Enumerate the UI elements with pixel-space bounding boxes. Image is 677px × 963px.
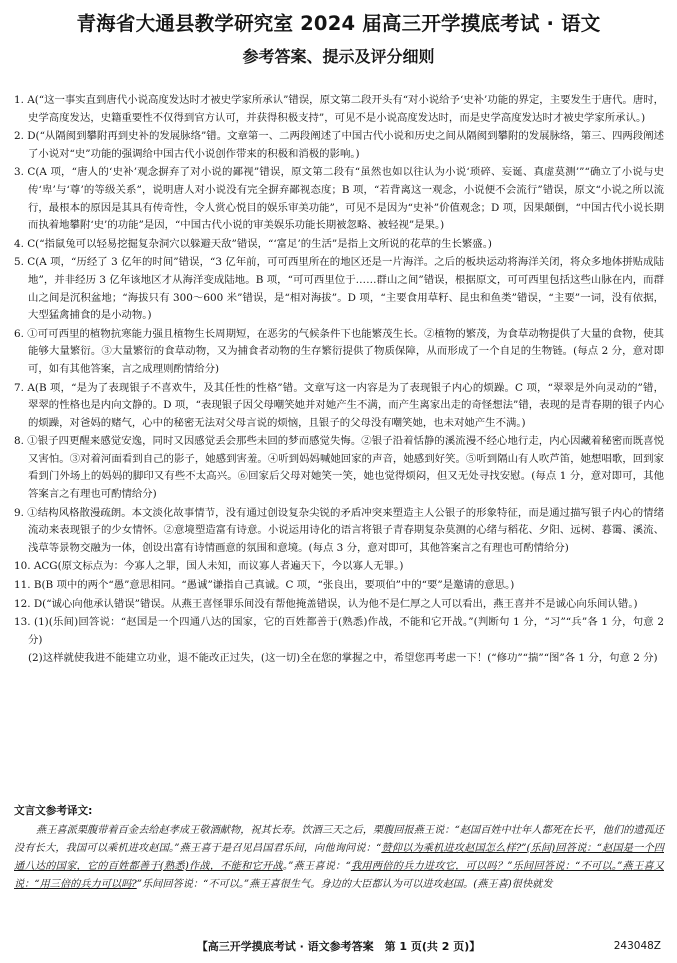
answer-item-11: 11. B(B 项中的两个“愚”意思相同。“愚诚”谦指自己真诚。C 项，“张良出，要项伯”中的“要”是邀请的意思。) bbox=[14, 579, 515, 592]
answer-item-9: 9. ①结构风格散漫疏朗。本文淡化故事情节，没有通过创设复杂尖锐的矛盾冲突来塑造主人公银子的形象特征，而是通过描写银子内心的情绪流动来表现银子的少女情怀。②意境塑造富有诗意。小说运用诗化的语言将银子青春期复杂莫测的心绪与稻花、夕阳、远树、暮霭、溪流、浅草等景物交融为一体，创设出富有诗情画意的氛围和意境。(每点 3 分，意对即可，其他答案言之有理也可酌情给分) bbox=[14, 506, 664, 554]
document-code: 243048Z bbox=[613, 940, 661, 952]
answer-item-2: 2. D(“从隔阂到攀附再到史补的发展脉络”错。文章第一、二两段阐述了中国古代小说和历史之间从隔阂到攀附的发展脉络，第三、四两段阐述了小说对“史”功能的强调给中国古代小说创作带来的积极和消极的影响。) bbox=[14, 130, 664, 160]
translation-heading: 文言文参考译文: bbox=[14, 805, 93, 817]
page-subtitle: 参考答案、提示及评分细则 bbox=[242, 47, 435, 66]
translation-body bbox=[14, 822, 664, 894]
answer-item-8: 8. ①银子四更醒来感觉安逸，同时又因感觉丢会那些未回的梦而感觉失悔。②银子沿着恬静的溪流漫不经心地行走，内心因藏着秘密而既喜悦又害怕。③对着河面看到自己的影子，她感到害羞。④听到妈妈喊她回家的声音，她感到好笑。⑤听到隔山有人吹芦笛，她想唱歌，回到家看到门外场上的妈妈的脚印又有些不太高兴。⑥回家后父母对她笑一笑，她也觉得烦闷，但又无处寻找安慰。(每点 1 分，意对即可，其他答案言之有理也可酌情给分) bbox=[14, 435, 664, 501]
page-title: 青海省大通县教学研究室 2024 届高三开学摸底考试 · 语文 bbox=[76, 12, 601, 35]
answer-item-5: 5. C(A 项，“历经了 3 亿年的时间”错误，“3 亿年前，可可西里所在的地区还是一片海洋。之后的板块运动将海洋关闭，将众多地体拼贴成陆地”，并非经历 3 亿年该地区才从海洋变成陆地。B 项，“可可西里位于……群山之间”错误，根据原文，可可西里包括这些山脉在内，而群山之间是沉积盆地；“海拔只有 300～600 米”错误，是“相对海拔”。D 项，“主要食用草籽、昆虫和鱼类”错误，“主要”一词，没有依据，大型猛禽捕食的是小动物。) bbox=[14, 256, 664, 322]
translation-underlined-1: 赞仰以为乘机进攻赵国怎么样?”(乐间)回答说：“赵国是一个四通八达的国家，它的百姓都善于(熟悉)作战，不能和它开战 bbox=[14, 843, 664, 872]
answer-item-6: 6. ①可可西里的植物抗寒能力强且植物生长周期短，在恶劣的气候条件下也能繁茂生长。②植物的繁茂，为食草动物提供了大量的食物，使其能够大量繁衍。③大量繁衍的食草动物，又为捕食者动物的生存繁衍提供了物质保障，从而形成了一个自足的生物链。(每点 2 分，意对即可，如有其他答案，言之成理则酌情给分) bbox=[14, 327, 664, 375]
answer-item-4: 4. C(“指鼠兔可以轻易挖掘复杂洞穴以躲避天敌”错误，“‘富足’的生活”是指上文所说的花草的生长繁盛。) bbox=[14, 237, 492, 250]
answer-item-3: 3. C(A 项，“唐人的‘史补’观念摒弃了对小说的鄙视”错误，原文第二段有“虽然也如以往认为小说‘琐碎、妄诞、真虚莫测’”“确立了小说与史传‘卑’与‘尊’的等级关系”，说明唐人对小说没有完全摒弃鄙视态度；B 项，“若背离这一观念，小说便不会流行”错误，原文“小说之所以流行，最根本的原因是其具有传奇性，令人赏心悦目的娱乐审美功能”，可见不是因为“史补”价值观念；D 项，因果颠倒，“中国古代小说长期而执着地攀附‘史’的功能”是因，“中国古代小说的审美娱乐功能长期被忽略、被轻视”是果。) bbox=[14, 166, 664, 232]
answer-item-1: 1. A(“这一事实直到唐代小说高度发达时才被史学家所承认”错误，原文第二段开头有“对小说给予‘史补’功能的界定，主要发生于唐代。唐时，史学高度发达，史籍重要性不仅得到官方认可，并获得积极支持”，可见不是小说高度发达时，而是史学高度发达时才被史学家所承认。) bbox=[14, 94, 664, 124]
answer-item-10: 10. ACG(原文标点为：今寡人之罪，国人未知，而议寡人者遍天下，今以寡人无罪。) bbox=[14, 560, 404, 573]
page-footer: 【高三开学摸底考试 · 语文参考答案 第 1 页(共 2 页)】 bbox=[196, 940, 481, 953]
answer-item-13-part-1: 13. (1)(乐间)回答说：“赵国是一个四通八达的国家，它的百姓都善于(熟悉)作战，不能和它开战。”(判断句 1 分，“习”“兵”各 1 分，句意 2 分) bbox=[14, 616, 664, 646]
answers-list bbox=[14, 92, 664, 669]
translation-text-3: ”乐间回答说：“不可以。”燕王喜很生气。身边的大臣都认为可以进攻赵国。(燕王喜)很快就发 bbox=[136, 879, 553, 890]
translation-underlined-2: 我用两倍的兵力进攻它，可以吗？”乐间回答说：“不可以。”燕王喜又说：“用三倍的兵力可以吗? bbox=[14, 861, 664, 890]
translation-text-2: 。”燕王喜说：“ bbox=[282, 861, 351, 872]
answer-item-12: 12. D(“诚心向他承认错误”错误。从燕王喜怪罪乐间没有帮他掩盖错误，认为他不是仁厚之人可以看出，燕王喜并不是诚心向乐间认错。) bbox=[14, 597, 638, 610]
answer-item-13-part-2: (2)这样就使我进不能建立功业，退不能改正过失，(这一切)全在您的掌握之中，希望您再考虑一下！(“修功”“揣”“图”各 1 分，句意 2 分) bbox=[28, 652, 658, 665]
answer-item-7: 7. A(B 项，“是为了表现银子不喜欢牛，及其任性的性格”错。文章写这一内容是为了表现银子内心的烦躁。C 项，“翠翠是外向灵动的”错，翠翠的性格也是内向文静的。D 项，“表现银子因父母嘲笑她并对她产生不满，而产生离家出走的奇怪想法”错，表现的是青春期的银子内心的烦躁，对爸妈的赌气，心中的秘密无法对父母言说的烦恼，且银子的父母没有嘲笑她，也未对她产生不满。) bbox=[14, 381, 664, 429]
translation-text-1: 燕王喜派栗腹带着百金去给赵孝成王敬酒献物，祝其长寿。饮酒三天之后，栗腹回报燕王说：“赵国百姓中壮年人都死在长平，他们的遗孤还没有长大，我国可以乘机进攻赵国。”燕王喜于是召见昌国君乐间，向他询问说：“ bbox=[14, 825, 664, 854]
